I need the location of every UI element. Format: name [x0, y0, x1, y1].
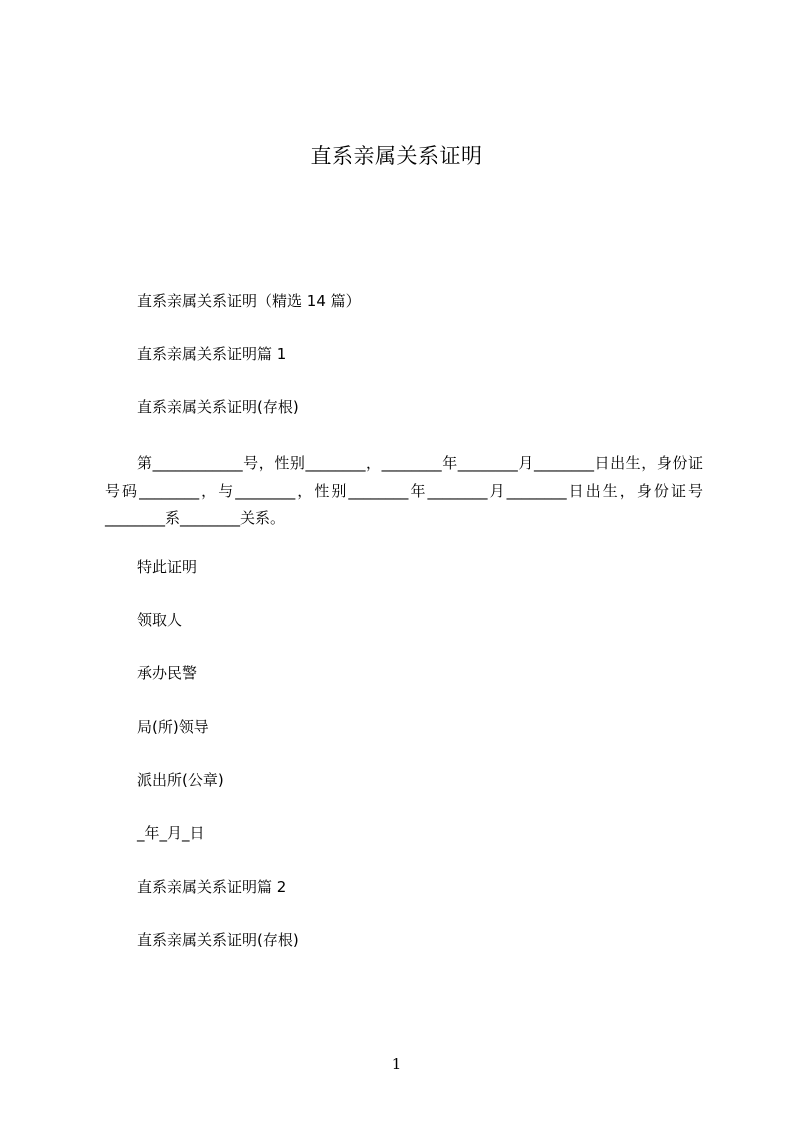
section-2-stub-title: 直系亲属关系证明(存根)	[137, 931, 299, 949]
certify-line: 特此证明	[137, 558, 198, 576]
section-1-heading: 直系亲属关系证明篇 1	[137, 345, 287, 363]
section-1-stub-title: 直系亲属关系证明(存根)	[137, 398, 299, 416]
document-title: 直系亲属关系证明	[310, 144, 483, 168]
page-number: 1	[391, 1055, 402, 1073]
section-2-heading: 直系亲属关系证明篇 2	[137, 878, 287, 896]
bureau-leader-line: 局(所)领导	[137, 718, 209, 736]
recipient-line: 领取人	[137, 611, 183, 629]
section-1-body-text: 第____________号，性别________，________年________月________日出生，身份证号码________，与________，性别________年________月________日出生，身份证号________系________关系。	[105, 454, 703, 527]
station-seal-line: 派出所(公章)	[137, 771, 224, 789]
officer-line: 承办民警	[137, 664, 198, 682]
document-subtitle: 直系亲属关系证明（精选 14 篇）	[137, 292, 361, 310]
date-line: _年_月_日	[137, 824, 205, 842]
